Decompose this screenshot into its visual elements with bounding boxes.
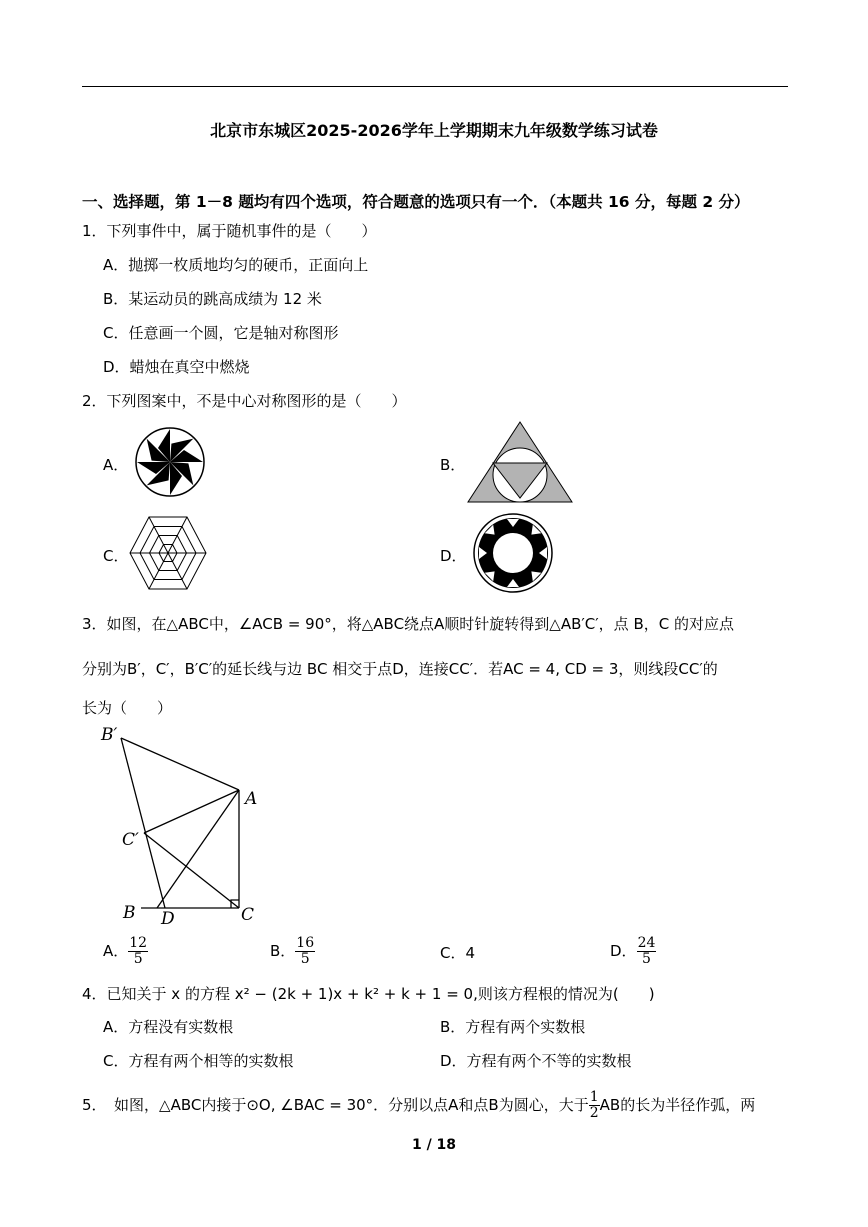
page-number: 1 / 18 — [411, 1137, 457, 1153]
q3-geometry-figure — [95, 724, 265, 934]
q2-label-b: B． — [440, 456, 466, 474]
q5-stem: 5． 如图，△ABC内接于⊙O, ∠BAC = 30°．分别以点A和点B为圆心，大于 $\frac{1}{2}$ AB的长为半径作弧，两 — [82, 1089, 756, 1121]
q4-option-b: B．方程有两个实数根 — [440, 1018, 586, 1036]
label-c-prime: C′ — [122, 830, 139, 850]
q1-stem: 1．下列事件中，属于随机事件的是（ ） — [82, 222, 377, 240]
q3-option-c: C．4 — [440, 944, 476, 962]
q2-stem: 2．下列图案中，不是中心对称图形的是（ ） — [82, 392, 407, 410]
q1-option-d: D．蜡烛在真空中燃烧 — [103, 358, 250, 376]
triangle-circle-figure — [466, 420, 574, 504]
q3-line1: 3．如图，在△ABC中，∠ACB = 90°，将△ABC绕点A顺时针旋转得到△AB′C′，点 B，C 的对应点 — [82, 615, 734, 633]
label-c: C — [241, 905, 255, 925]
q3-option-d: D． $\frac{24}{5}$ — [610, 935, 656, 967]
nested-hexagon-figure — [127, 514, 209, 592]
q1-option-c: C．任意画一个圆，它是轴对称图形 — [103, 324, 339, 342]
label-b: B — [123, 903, 136, 923]
section-heading: 一、选择题，第 1－8 题均有四个选项，符合题意的选项只有一个．（本题共 16 分，每题 2 分） — [82, 193, 750, 211]
label-b-prime: B′ — [101, 725, 118, 745]
top-rule — [82, 86, 788, 87]
q3-option-a: A． $\frac{12}{5}$ — [103, 935, 148, 967]
q2-label-a: A． — [103, 456, 129, 474]
q4-option-c: C．方程有两个相等的实数根 — [103, 1052, 294, 1070]
q4-option-d: D．方程有两个不等的实数根 — [440, 1052, 632, 1070]
label-d: D — [161, 909, 175, 929]
page-title: 北京市东城区2025-2026学年上学期期末九年级数学练习试卷 — [210, 121, 658, 140]
q3-line2: 分别为B′，C′，B′C′的延长线与边 BC 相交于点D，连接CC′．若AC = 4, CD = 3，则线段CC′的 — [82, 660, 718, 678]
q4-option-a: A．方程没有实数根 — [103, 1018, 234, 1036]
arrow-ring-figure — [472, 512, 554, 594]
pinwheel-figure — [134, 426, 206, 498]
q2-label-d: D． — [440, 547, 467, 565]
label-a: A — [245, 789, 258, 809]
q1-option-a: A．抛掷一枚质地均匀的硬币，正面向上 — [103, 256, 369, 274]
q3-line3: 长为（ ） — [82, 699, 173, 717]
q3-option-b: B． $\frac{16}{5}$ — [270, 935, 315, 967]
q1-option-b: B．某运动员的跳高成绩为 12 米 — [103, 290, 322, 308]
q4-stem: 4．已知关于 x 的方程 x² − (2k + 1)x + k² + k + 1 = 0,则该方程根的情况为( ) — [82, 985, 655, 1003]
q2-label-c: C． — [103, 547, 129, 565]
